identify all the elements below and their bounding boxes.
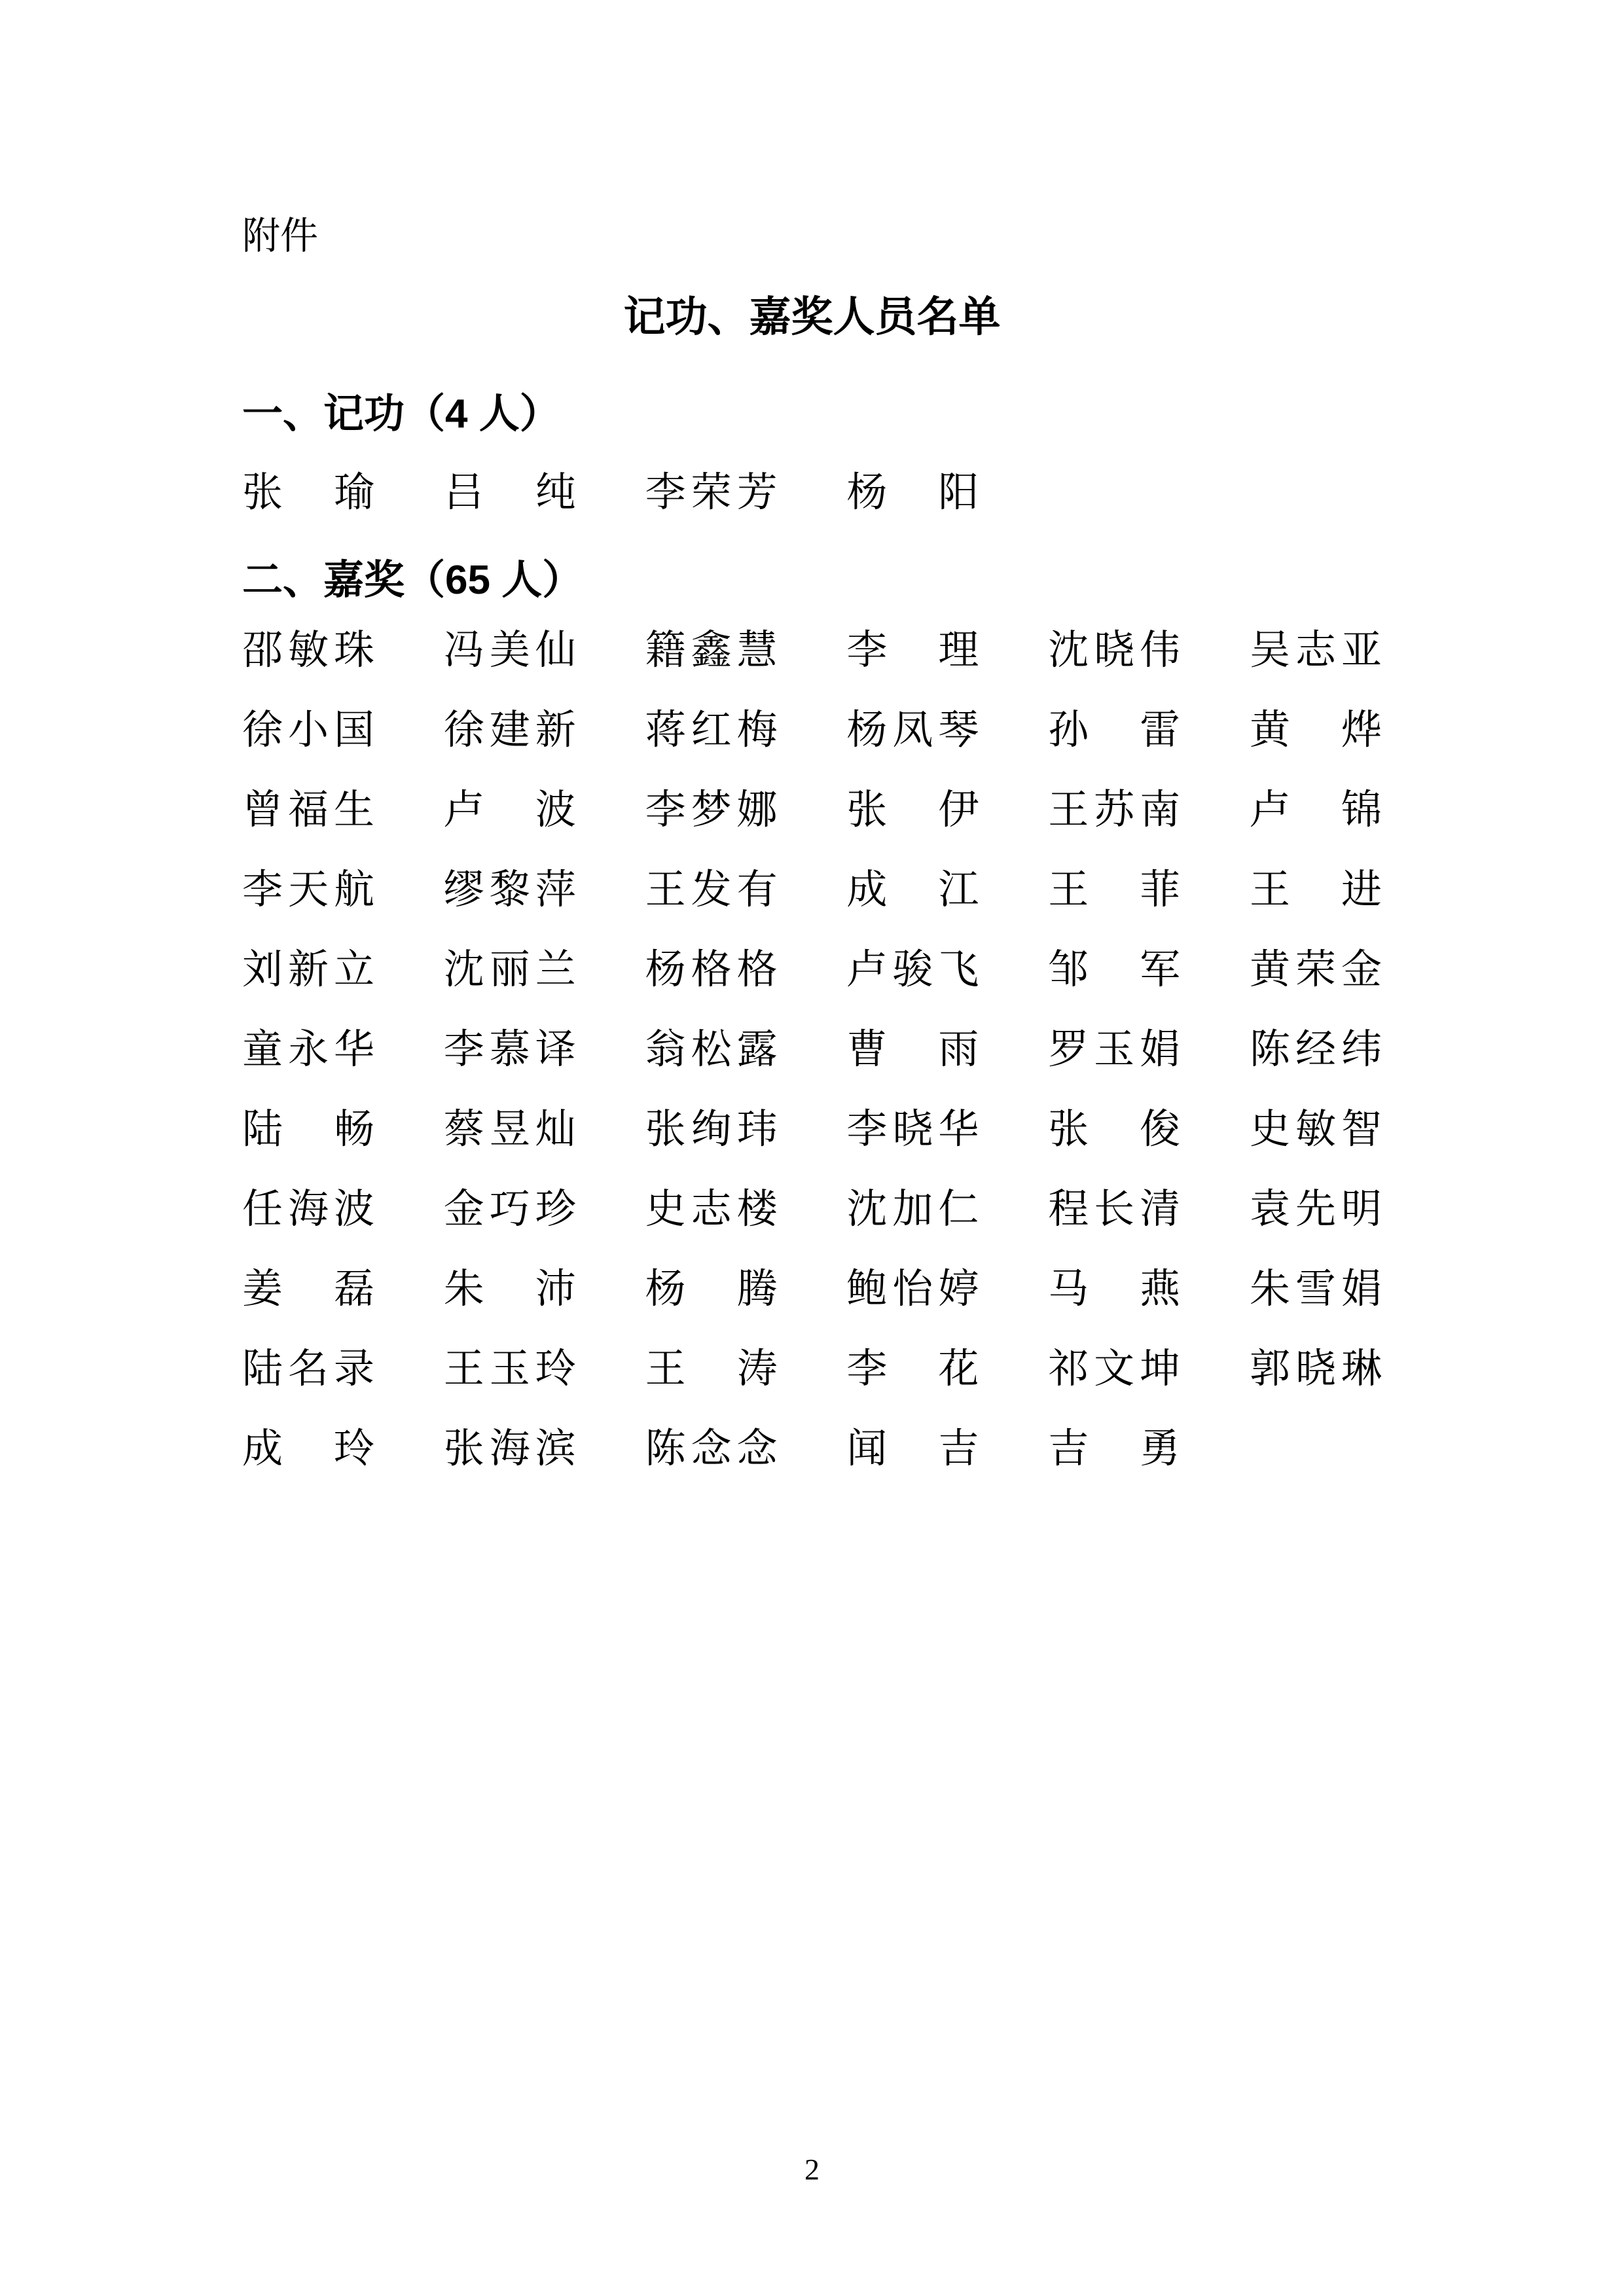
person-name: 吉 勇	[1048, 1427, 1181, 1471]
person-name: 张海滨	[443, 1427, 576, 1471]
person-name: 朱 沛	[443, 1267, 576, 1312]
person-name: 闻 吉	[846, 1427, 979, 1471]
person-name: 黄 烨	[1249, 708, 1382, 753]
person-name: 陆 畅	[242, 1107, 374, 1152]
person-name: 卢骏飞	[846, 948, 979, 992]
person-name: 曹 雨	[846, 1028, 979, 1072]
person-name: 黄荣金	[1249, 948, 1382, 992]
person-name: 童永华	[242, 1028, 374, 1072]
person-name: 王苏南	[1048, 788, 1181, 833]
person-name: 邹 军	[1048, 948, 1181, 992]
person-name: 陈念念	[645, 1427, 778, 1471]
person-name: 陈经纬	[1249, 1028, 1382, 1072]
person-name: 祁文坤	[1048, 1347, 1181, 1391]
person-name: 孙 雷	[1048, 708, 1181, 753]
person-name: 沈加仁	[846, 1187, 979, 1232]
person-name: 王 菲	[1048, 868, 1181, 912]
person-name: 曾福生	[242, 788, 374, 833]
person-name: 金巧珍	[443, 1187, 576, 1232]
person-name: 冯美仙	[443, 628, 576, 673]
person-name: 杨 腾	[645, 1267, 778, 1312]
person-name: 马 燕	[1048, 1267, 1181, 1312]
person-name: 沈丽兰	[443, 948, 576, 992]
person-name: 程长清	[1048, 1187, 1181, 1232]
commendation-names-list	[242, 630, 1382, 1469]
person-name: 史敏智	[1249, 1107, 1382, 1152]
person-name: 朱雪娟	[1249, 1267, 1382, 1312]
person-name: 杨凤琴	[846, 708, 979, 753]
person-name: 卢 波	[443, 788, 576, 833]
person-name: 张 伊	[846, 788, 979, 833]
section-heading-commendation: 二、嘉奖（65 人）	[242, 558, 583, 603]
person-name: 姜 磊	[242, 1267, 374, 1312]
person-name: 翁松露	[645, 1028, 778, 1072]
page-number: 2	[804, 2153, 820, 2186]
person-name: 徐小国	[242, 708, 374, 753]
person-name: 成 玲	[242, 1427, 374, 1471]
person-name: 王发有	[645, 868, 778, 912]
person-name: 袁先明	[1249, 1187, 1382, 1232]
person-name: 杨 阳	[846, 471, 979, 515]
person-name: 张 俊	[1048, 1107, 1181, 1152]
person-name: 王 涛	[645, 1347, 778, 1391]
person-name: 王玉玲	[443, 1347, 576, 1391]
person-name: 罗玉娟	[1048, 1028, 1181, 1072]
person-name: 杨格格	[645, 948, 778, 992]
person-name: 卢 锦	[1249, 788, 1382, 833]
merit-names-list	[242, 473, 1382, 513]
section-heading-merit: 一、记功（4 人）	[242, 391, 560, 437]
person-name: 陆名录	[242, 1347, 374, 1391]
person-name: 籍鑫慧	[645, 628, 778, 673]
person-name: 成 江	[846, 868, 979, 912]
person-name: 沈晓伟	[1048, 628, 1181, 673]
person-name: 徐建新	[443, 708, 576, 753]
person-name: 张 瑜	[242, 471, 374, 515]
person-name: 鲍怡婷	[846, 1267, 979, 1312]
person-name: 李天航	[242, 868, 374, 912]
person-name: 李晓华	[846, 1107, 979, 1152]
person-name: 李梦娜	[645, 788, 778, 833]
person-name: 王 进	[1249, 868, 1382, 912]
person-name: 刘新立	[242, 948, 374, 992]
attachment-label: 附件	[242, 215, 319, 257]
person-name: 李 花	[846, 1347, 979, 1391]
person-name: 李荣芳	[645, 471, 778, 515]
person-name: 任海波	[242, 1187, 374, 1232]
person-name: 李 理	[846, 628, 979, 673]
person-name: 史志楼	[645, 1187, 778, 1232]
person-name: 缪黎萍	[443, 868, 576, 912]
person-name: 邵敏珠	[242, 628, 374, 673]
person-name: 吕 纯	[443, 471, 576, 515]
person-name: 张绚玮	[645, 1107, 778, 1152]
person-name: 蒋红梅	[645, 708, 778, 753]
person-name: 李慕译	[443, 1028, 576, 1072]
person-name: 吴志亚	[1249, 628, 1382, 673]
page-title: 记功、嘉奖人员名单	[623, 293, 1001, 340]
document-page	[242, 217, 1382, 1469]
person-name: 蔡昱灿	[443, 1107, 576, 1152]
person-name: 郭晓琳	[1249, 1347, 1382, 1391]
